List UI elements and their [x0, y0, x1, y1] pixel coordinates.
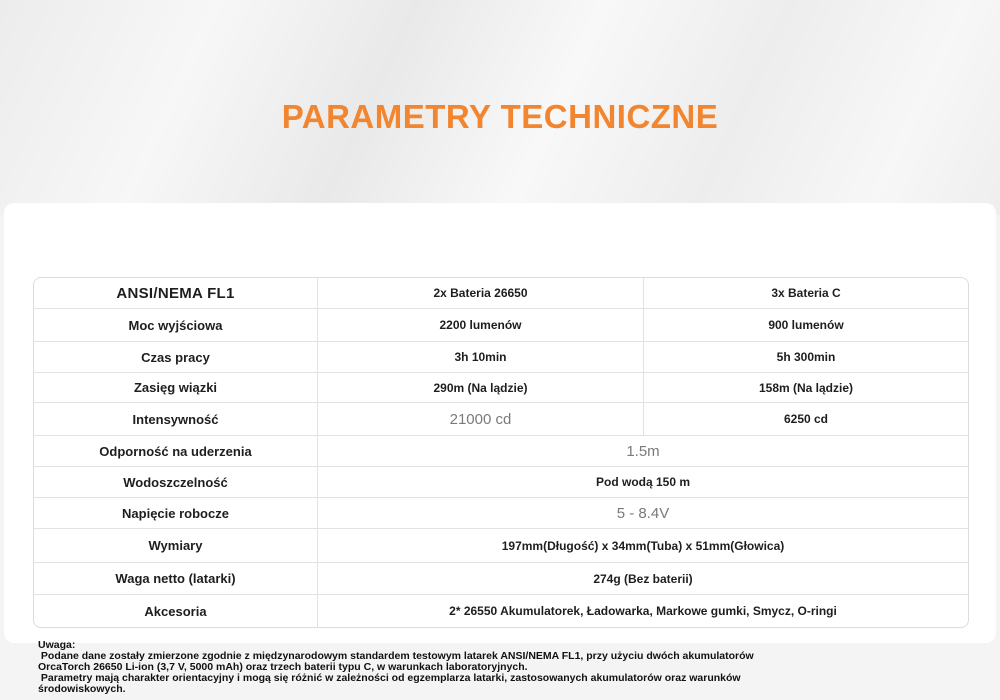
row-label: Intensywność: [132, 411, 219, 427]
row-value: 197mm(Długość) x 34mm(Tuba) x 51mm(Głowica): [317, 529, 968, 562]
row-label: Napięcie robocze: [122, 505, 229, 521]
row-value-col3: 900 lumenów: [643, 309, 968, 341]
row-label: Akcesoria: [144, 603, 207, 619]
row-value: 1.5m: [317, 436, 968, 466]
footnote-line: Podane dane zostały zmierzone zgodnie z międzynarodowym standardem testowym latarek ANSI/NEMA FL1, przy użyciu dwóch akumulatorów: [38, 650, 754, 662]
table-row: [34, 563, 968, 595]
row-value: 274g (Bez baterii): [317, 563, 968, 594]
table-row: [34, 436, 968, 467]
table-row: [34, 373, 968, 403]
footnote: [38, 640, 878, 695]
row-value-col3: 5h 300min: [643, 342, 968, 372]
table-row: [34, 498, 968, 529]
table-row: [34, 467, 968, 498]
table-row: [34, 529, 968, 563]
row-label: Czas pracy: [141, 349, 210, 365]
row-label: Odporność na uderzenia: [99, 443, 252, 459]
row-label: Wymiary: [148, 538, 203, 553]
row-value-col2: 21000 cd: [317, 403, 643, 435]
row-label: Zasięg wiązki: [133, 380, 218, 395]
table-row: [34, 403, 968, 436]
page-title: PARAMETRY TECHNICZNE: [281, 98, 719, 135]
row-value-col3: 3x Bateria C: [643, 278, 968, 308]
spec-table: [33, 277, 969, 628]
row-value-col3: 6250 cd: [643, 403, 968, 435]
table-row: [34, 595, 968, 627]
table-row: [34, 278, 968, 309]
footnote-line: OrcaTorch 26650 Li-ion (3,7 V, 5000 mAh) oraz trzech baterii typu C, w warunkach laboratoryjnych.: [38, 661, 528, 673]
row-label: Wodoszczelność: [123, 474, 228, 490]
row-value-col2: 2200 lumenów: [317, 309, 643, 341]
footnote-line: środowiskowych.: [38, 683, 126, 695]
row-value-col2: 290m (Na lądzie): [317, 373, 643, 402]
row-value: 5 - 8.4V: [317, 498, 968, 528]
footnote-line: Parametry mają charakter orientacyjny i mogą się różnić w zależności od egzemplarza latarki, zastosowanych akumulatorów oraz warunków: [38, 672, 741, 684]
row-value-col2: 2x Bateria 26650: [317, 278, 643, 308]
table-row: [34, 342, 968, 373]
row-value-col3: 158m (Na lądzie): [643, 373, 968, 402]
row-value-col2: 3h 10min: [317, 342, 643, 372]
row-label: Moc wyjściowa: [128, 317, 223, 333]
table-row: [34, 309, 968, 342]
footnote-title: Uwaga:: [38, 639, 76, 651]
row-label: Waga netto (latarki): [115, 571, 236, 586]
row-value: Pod wodą 150 m: [317, 467, 968, 497]
row-label: ANSI/NEMA FL1: [116, 284, 235, 302]
row-value: 2* 26550 Akumulatorek, Ładowarka, Markowe gumki, Smycz, O-ringi: [317, 595, 968, 627]
